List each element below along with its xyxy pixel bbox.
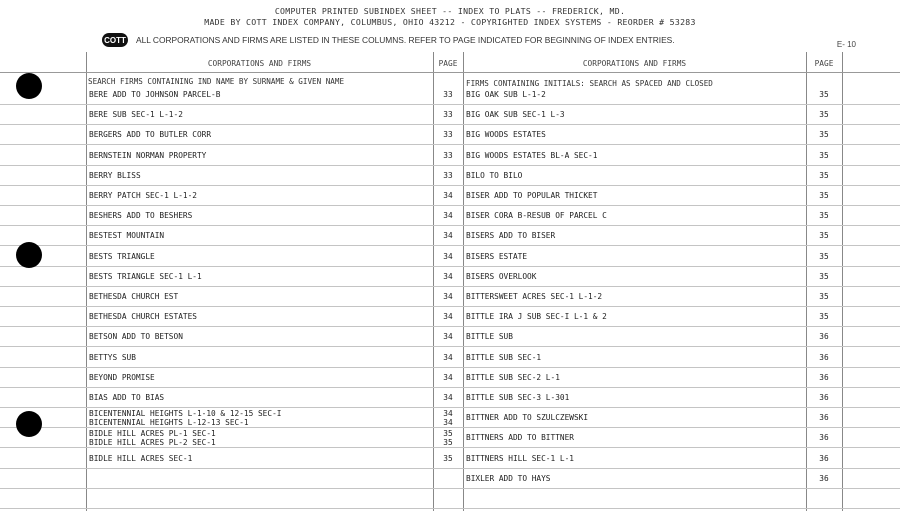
left-entry-name: BIDLE HILL ACRES SEC-1 [89,453,193,463]
row-rule [0,346,900,347]
right-entry-name: BITTERSWEET ACRES SEC-1 L-1-2 [466,292,603,301]
left-entry-page: 34 [443,271,453,281]
right-entry-name: BITTNERS HILL SEC-1 L-1 [466,453,574,463]
left-entry-name: BERGERS ADD TO BUTLER CORR [89,130,212,140]
left-entry-name: BERRY PATCH SEC-1 L-1-2 [89,191,197,200]
right-entry-name: BITTLE SUB [466,332,513,342]
row-rule [0,387,900,388]
left-entry-page: 34 [443,231,453,241]
left-entry-name: BETHESDA CHURCH EST [89,292,179,301]
left-entry-name: BETHESDA CHURCH ESTATES [89,312,197,322]
row-rule [0,185,900,186]
right-entry-name: BISER CORA B-RESUB OF PARCEL C [466,211,607,221]
left-entry-name: BEYOND PROMISE [89,372,155,382]
left-column-header: CORPORATIONS AND FIRMS [207,59,312,68]
right-entry-name: BITTNER ADD TO SZULCZEWSKI [466,413,589,423]
left-entry-name: BESTS TRIANGLE [89,251,155,261]
right-entry-page: 35 [819,110,829,120]
right-entry-page: 35 [819,292,829,301]
left-entry-name: BERNSTEIN NORMAN PROPERTY [89,150,207,160]
right-entry-page: 36 [819,393,829,402]
row-rule [0,124,900,125]
left-entry-name-continued: BIDLE HILL ACRES PL-2 SEC-1 [89,438,216,448]
left-entry-page: 35 [443,453,453,463]
left-entry-name: BESTS TRIANGLE SEC-1 L-1 [89,271,202,281]
left-entry-name: BESTEST MOUNTAIN [89,231,165,241]
right-entry-name: BIXLER ADD TO HAYS [466,473,551,483]
left-search-note: SEARCH FIRMS CONTAINING IND NAME BY SURNAME & GIVEN NAME [88,77,345,86]
right-entry-page: 36 [819,332,829,342]
right-entry-name: BILO TO BILO [466,170,523,180]
row-rule [0,468,900,469]
row-rule [0,286,900,287]
right-entry-name: BIG WOODS ESTATES [466,130,546,140]
left-entry-page: 34 [443,409,453,419]
right-entry-page: 36 [819,352,829,362]
binder-hole-icon [16,411,42,437]
grid-line [86,52,87,511]
right-entry-page: 35 [819,170,829,180]
notice-text: ALL CORPORATIONS AND FIRMS ARE LISTED IN THESE COLUMNS. REFER TO PAGE INDICATED FOR BEGINNING OF INDEX ENTRIES. [136,35,675,45]
right-entry-page: 35 [819,150,829,160]
left-entry-page: 33 [443,110,453,120]
left-entry-page: 34 [443,393,453,402]
right-entry-page: 35 [819,130,829,140]
right-entry-name: BITTLE IRA J SUB SEC-I L-1 & 2 [466,312,607,322]
index-grid [0,52,900,511]
left-entry-page: 34 [443,211,453,221]
right-entry-page: 36 [819,372,829,382]
right-entry-name: BISER ADD TO POPULAR THICKET [466,191,598,200]
right-entry-name: BITTNERS ADD TO BITTNER [466,433,574,443]
row-rule [0,205,900,206]
right-entry-page: 36 [819,413,829,423]
right-entry-page: 35 [819,312,829,322]
row-rule [0,104,900,105]
right-entry-page: 35 [819,191,829,200]
left-entry-page: 33 [443,130,453,140]
row-rule [0,245,900,246]
right-entry-name: BISERS OVERLOOK [466,271,537,281]
right-entry-name: BIG OAK SUB SEC-1 L-3 [466,110,565,120]
left-entry-page: 34 [443,292,453,301]
left-entry-name: BICENTENNIAL HEIGHTS L-1-10 & 12-15 SEC-I [89,409,282,419]
left-entry-page: 34 [443,352,453,362]
header-line-2: MADE BY COTT INDEX COMPANY, COLUMBUS, OHIO 43212 - COPYRIGHTED INDEX SYSTEMS - REORDER # 53283 [204,17,696,27]
right-entry-page: 35 [819,271,829,281]
left-entry-page: 34 [443,372,453,382]
right-entry-name: BIG OAK SUB L-1-2 [466,90,546,99]
row-rule [0,508,900,509]
left-entry-page-continued: 34 [443,418,453,428]
right-column-header: CORPORATIONS AND FIRMS [582,59,687,68]
right-entry-name: BISERS ADD TO BISER [466,231,556,241]
right-entry-page: 35 [819,90,829,99]
left-entry-page: 34 [443,191,453,200]
row-rule [0,367,900,368]
header-line-1: COMPUTER PRINTED SUBINDEX SHEET -- INDEX TO PLATS -- FREDERICK, MD. [274,6,626,16]
left-entry-name: BERRY BLISS [89,170,141,180]
left-entry-name-continued: BICENTENNIAL HEIGHTS L-12-13 SEC-1 [89,418,249,428]
right-entry-page: 35 [819,231,829,241]
right-entry-name: BITTLE SUB SEC-3 L-301 [466,393,570,402]
header-rule [0,72,900,73]
right-entry-name: BITTLE SUB SEC-2 L-1 [466,372,560,382]
row-rule [0,225,900,226]
cott-logo-icon: COTT [102,33,128,47]
row-rule [0,427,900,428]
left-entry-name: BERE SUB SEC-1 L-1-2 [89,110,183,120]
right-entry-name: BIG WOODS ESTATES BL-A SEC-1 [466,150,598,160]
left-page-header: PAGE [438,59,458,68]
left-entry-name: BESHERS ADD TO BESHERS [89,211,193,221]
right-search-note: FIRMS CONTAINING INITIALS: SEARCH AS SPACED AND CLOSED [466,79,713,88]
left-entry-page-continued: 35 [443,438,453,448]
right-entry-page: 35 [819,251,829,261]
left-entry-page: 35 [443,429,453,439]
left-entry-name: BETSON ADD TO BETSON [89,332,183,342]
row-rule [0,144,900,145]
row-rule [0,306,900,307]
left-entry-page: 33 [443,90,453,99]
row-rule [0,326,900,327]
row-rule [0,407,900,408]
right-entry-page: 36 [819,453,829,463]
notice [102,32,675,48]
left-entry-page: 34 [443,251,453,261]
right-entry-page: 35 [819,211,829,221]
right-entry-name: BITTLE SUB SEC-1 [466,352,542,362]
row-rule [0,447,900,448]
sheet-number: E- 10 [836,40,856,49]
left-entry-page: 33 [443,150,453,160]
right-entry-name: BISERS ESTATE [466,251,528,261]
binder-hole-icon [16,73,42,99]
grid-line [463,52,464,511]
left-entry-name: BETTYS SUB [89,352,136,362]
left-entry-page: 34 [443,332,453,342]
left-entry-name: BIDLE HILL ACRES PL-1 SEC-1 [89,429,216,439]
left-entry-name: BIAS ADD TO BIAS [89,393,165,402]
right-entry-page: 36 [819,473,829,483]
row-rule [0,488,900,489]
left-entry-page: 34 [443,312,453,322]
right-entry-page: 36 [819,433,829,443]
left-entry-name: BERE ADD TO JOHNSON PARCEL-B [89,90,221,99]
row-rule [0,266,900,267]
right-page-header: PAGE [814,59,834,68]
grid-line [842,52,843,511]
left-entry-page: 33 [443,170,453,180]
binder-hole-icon [16,242,42,268]
row-rule [0,165,900,166]
